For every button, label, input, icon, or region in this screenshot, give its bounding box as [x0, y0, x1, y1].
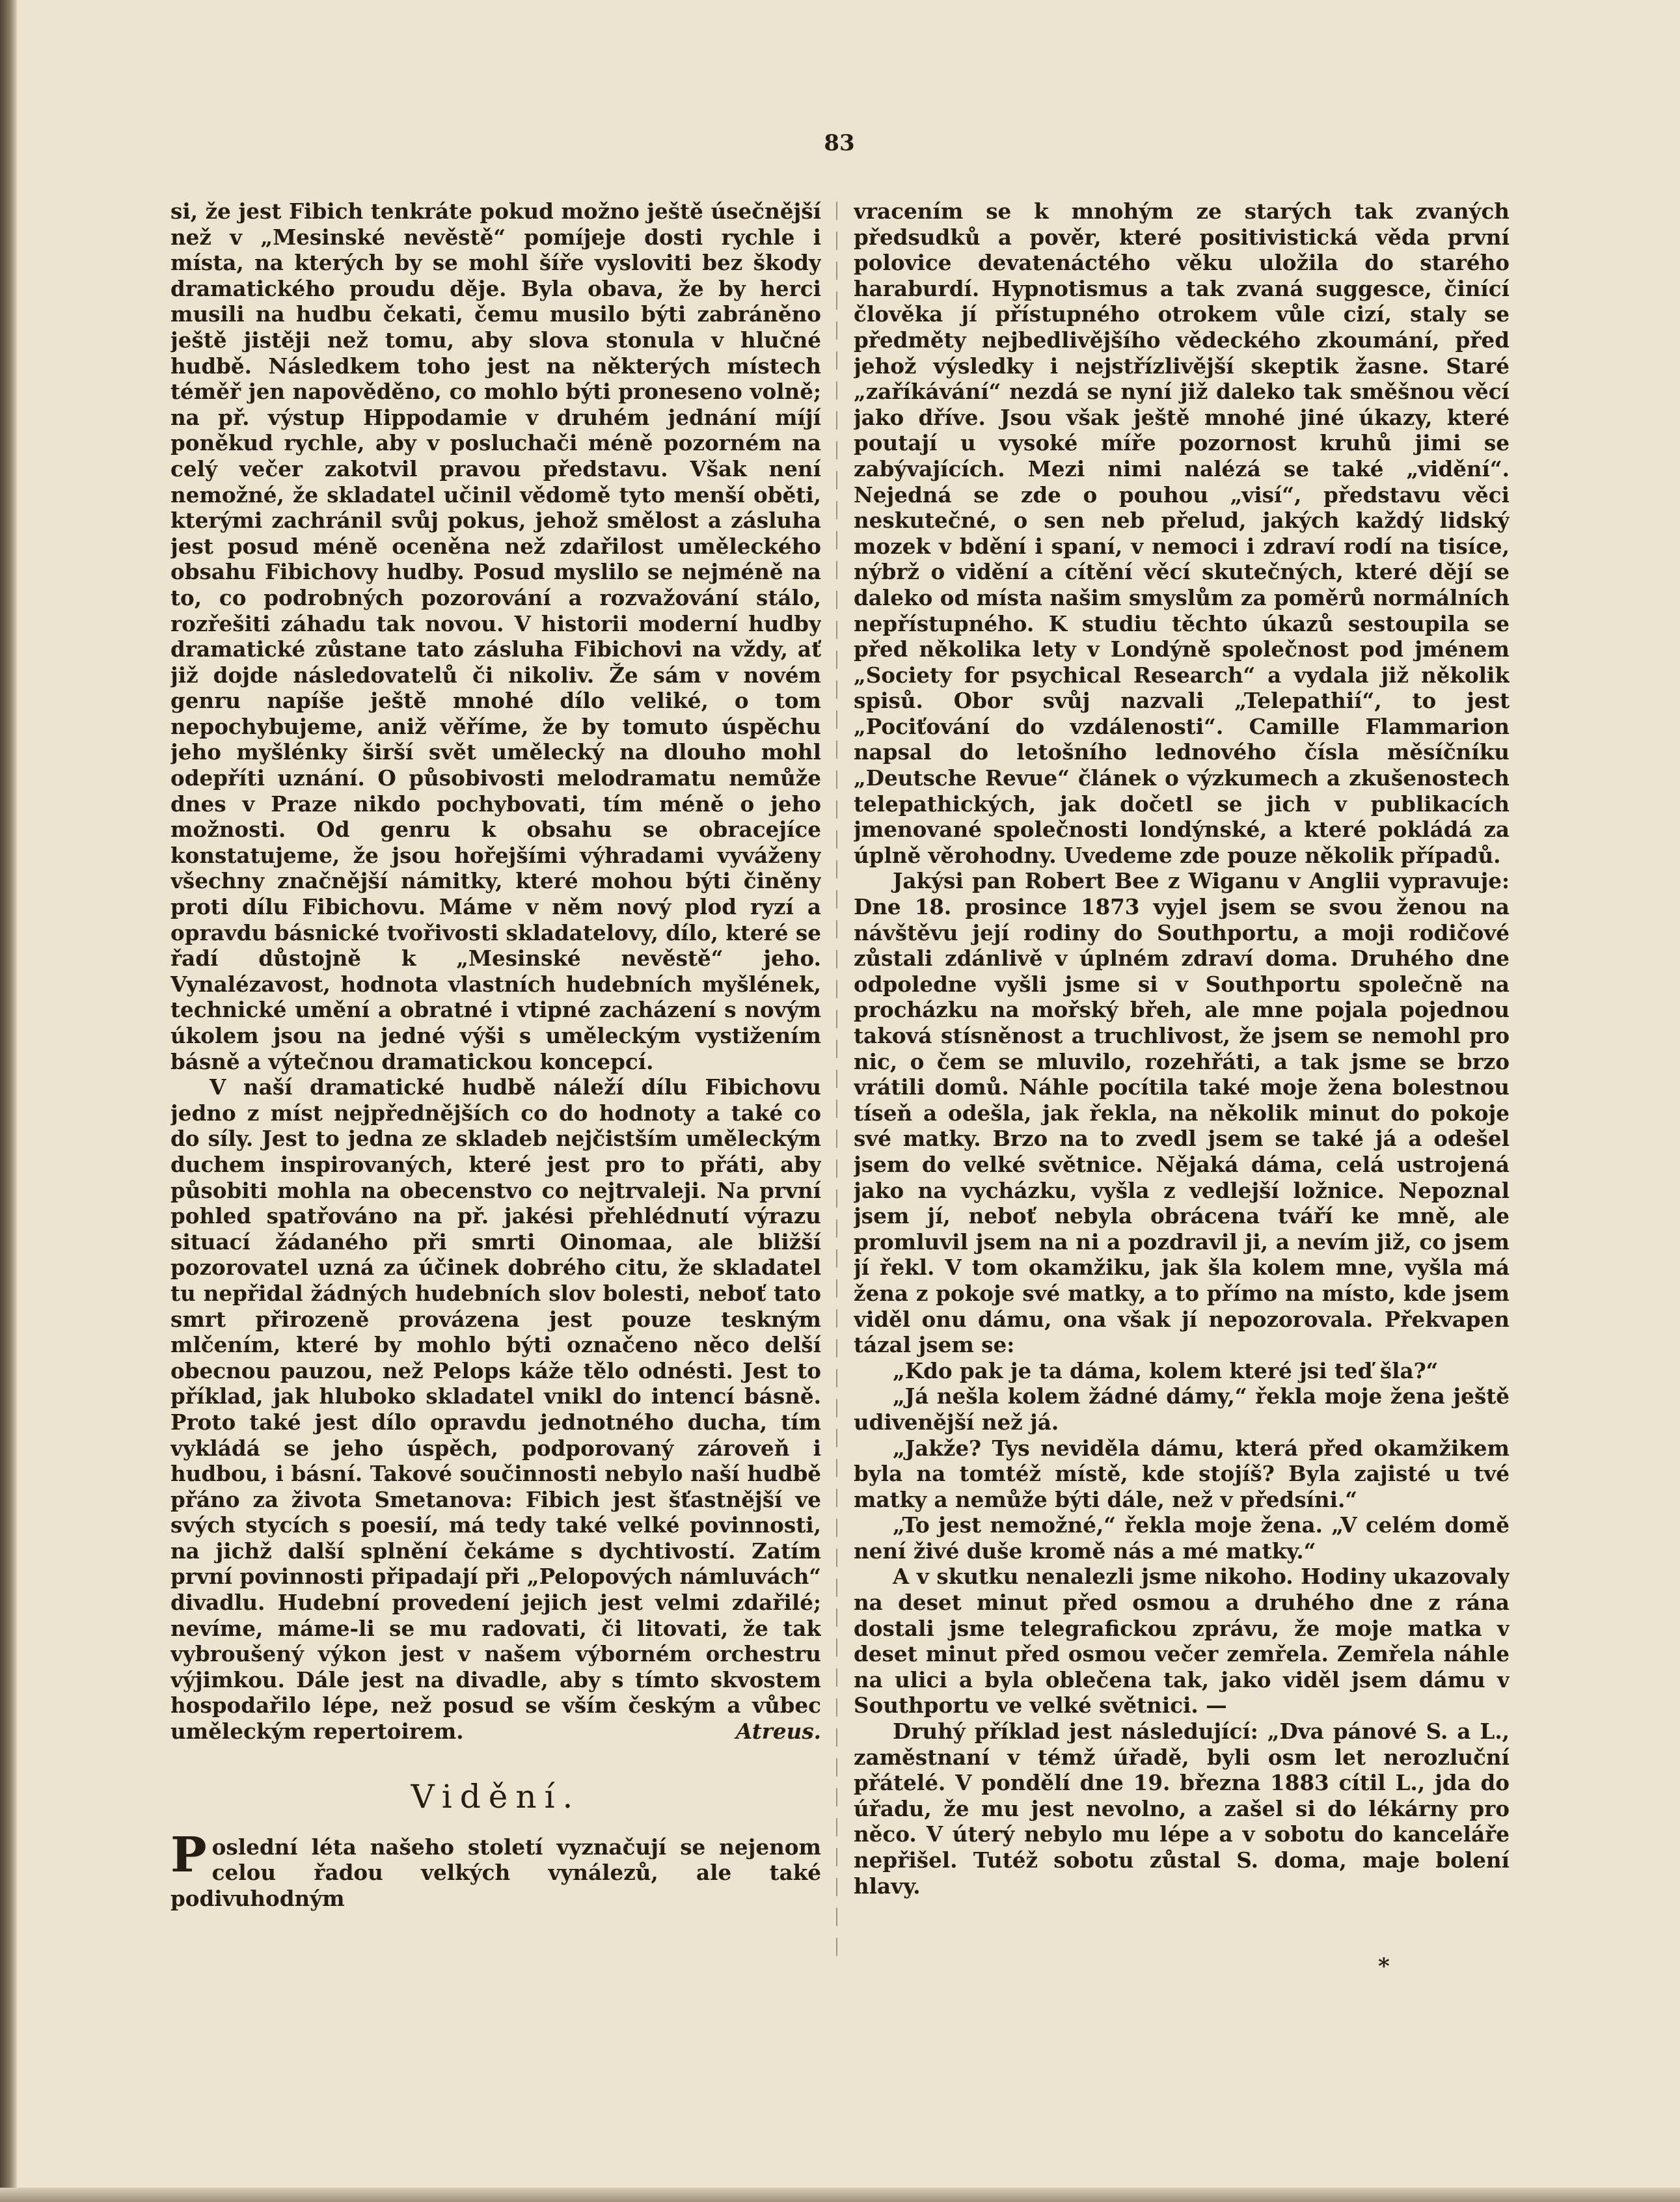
paragraph: V naší dramatické hudbě náleží dílu Fibichovu jedno z míst nejpřednějších co do hodnoty a také co do síly. Jest to jedna ze skladeb nejčistším uměleckým duchem inspirovaných, které jest pro to přáti, aby působiti mohla na obecenstvo co nejtrvaleji. Na první pohled spatřováno na př. jakési přehlédnutí výrazu situací žádaného při smrti Oinomaa, ale bližší pozorovatel uzná za účinek dobrého citu, že skladatel tu nepřidal žádných hudebních slov bolesti, neboť tato smrt přirozeně provázena jest pouze teskným mlčením, které by mohlo býti označeno něco delší obecnou pauzou, než Pelops káže tělo odnésti. Jest to příklad, jak hluboko skladatel vnikl do intencí básně. Proto také jest dílo opravdu jednotného ducha, tím vykládá se jeho úspěch, podporovaný zároveň i hudbou, i básní. Takové součinnosti nebylo naší hudbě přáno za života Smetanova: Fibich jest šťastnější ve svých stycích s poesií, má tedy také velké povinnosti, na jichž další splnění čekáme s dychtivostí. Zatím první povinnosti připadají při „Pelopových námluvách“ divadlu. Hudební provedení jejich jest velmi zdařilé; nevíme, máme-li se mu radovati, či litovati, že tak vybroušený výkon jest v našem výborném orchestru výjimkou. Dále jest na divadle, aby s tímto skvostem hospodařilo lépe, než posud se vším českým a vůbec uměleckým repertoirem.	[170, 1074, 821, 1745]
page-bottom-edge	[0, 2188, 1680, 2202]
paragraph: si, že jest Fibich tenkráte pokud možno ještě úsečnější než v „Mesinské nevěstě“ pomíjeje dosti rychle i místa, na kterých by se mohl šíře vysloviti bez škody dramatického proudu děje. Byla obava, že by herci musili na hudbu čekati, čemu musilo býti zabráněno ještě jistěji než tomu, aby slova stonula v hlučné hudbě. Následkem toho jest na některých místech téměř jen napověděno, co mohlo býti proneseno volně; na př. výstup Hippodamie v druhém jednání míjí poněkud rychle, aby v posluchači méně pozorném na celý večer zakotvil pravou představu. Však není nemožné, že skladatel učinil vědomě tyto menší oběti, kterými zachránil svůj pokus, jehož smělost a zásluha jest posud méně oceněna než zdařilost uměleckého obsahu Fibichovy hudby. Posud myslilo se nejméně na to, co podrobných pozorování a rozvažování stálo, rozřešiti záhadu tak novou. V historii moderní hudby dramatické zůstane tato zásluha Fibichovi na vždy, ať již dojde následovatelů či nikoliv. Že sám v novém genru napíše ještě mnohé dílo veliké, o tom nepochybujeme, aniž věříme, že by tomuto úspěchu jeho myšlénky širší svět umělecký na dlouho mohl odepříti uznání. O působivosti melodramatu nemůže dnes v Praze nikdo pochybovati, tím méně o jeho možnosti. Od genru k obsahu se obracejíce konstatujeme, že jsou hořejšími výhradami vyváženy všechny značnější námitky, které mohou býti činěny proti dílu Fibichovu. Máme v něm nový plod ryzí a opravdu básnické tvořivosti skladatelovy, dílo, které se řadí důstojně k „Mesinské nevěstě“ jeho. Vynalézavost, hodnota vlastních hudebních myšlének, technické umění a obratné i vtipné zacházení s novým úkolem jsou na jedné výši s uměleckým vystižením básně a výtečnou dramatickou koncepcí.	[170, 198, 821, 1074]
page-number: 83	[824, 130, 855, 156]
author-signature: Atreus.	[735, 1719, 821, 1745]
dialogue-line: „To jest nemožné,“ řekla moje žena. „V celém domě není živé duše kromě nás a mé matky.“	[854, 1512, 1510, 1564]
paragraph: vracením se k mnohým ze starých tak zvaných předsudků a pověr, které positivistická věda první polovice devatenáctého věku uložila do starého haraburdí. Hypnotismus a tak zvaná suggesce, činící člověka jí přístupného otrokem vůle cizí, staly se předměty nejbedlivějšího vědeckého zkoumání, před jehož výsledky i nejstřízlivější skeptik žasne. Staré „zaříkávání“ nezdá se nyní již daleko tak směšnou věcí jako dříve. Jsou však ještě mnohé jiné úkazy, které poutají u vysoké míře pozornost kruhů jimi se zabývajících. Mezi nimi nalézá se také „vidění“. Nejedná se zde o pouhou „visí“, představu věci neskutečné, o sen neb přelud, jakých každý lidský mozek v bdění i spaní, v nemoci i zdraví rodí na tisíce, nýbrž o vidění a cítění věcí skutečných, které dějí se daleko od místa našim smyslům za poměrů normálních nepřístupného. K studiu těchto úkazů sestoupila se před několika lety v Londýně společnost pod jménem „Society for psychical Research“ a vydala již několik spisů. Obor svůj nazvali „Telepathií“, to jest „Pociťování do vzdálenosti“. Camille Flammarion napsal do letošního lednového čísla měsíčníku „Deutsche Revue“ článek o výzkumech a zkušenostech telepathických, jak dočetl se jich v publikacích jmenované společnosti londýnské, a které pokládá za úplně věrohodny. Uvedeme zde pouze několik případů.	[854, 198, 1510, 868]
dialogue-line: „Kdo pak je ta dáma, kolem které jsi teď šla?“	[893, 1357, 1439, 1383]
book-gutter-shadow	[0, 0, 17, 2202]
left-column	[170, 198, 821, 2033]
footer-asterisk: *	[1378, 1953, 1390, 1979]
dropcap-letter: P	[170, 1827, 207, 1883]
section-heading: Vidění.	[411, 1777, 581, 1815]
section-intro-text: oslední léta našeho století vyznačují se nejenom celou řadou velkých vynálezů, ale také podivuhodným	[170, 1834, 821, 1911]
paragraph: Jakýsi pan Robert Bee z Wiganu v Anglii vypravuje: Dne 18. prosince 1873 vyjel jsem se svou ženou na návštěvu její rodiny do Southportu, a moji rodičové zůstali zdánlivě v úplném zdraví doma. Druhého dne odpoledne vyšli jsme si v Southportu společně na procházku na mořský břeh, ale mne pojala pojednou taková stísněnost a truchlivost, že jsem se nemohl pro nic, o čem se mluvilo, rozehřáti, a tak jsme se brzo vrátili domů. Náhle pocítila také moje žena bolestnou tíseň a odešla, jak řekla, na několik minut do pokoje své matky. Brzo na to zvedl jsem se také já a odešel jsem do velké světnice. Nějaká dáma, celá ustrojená jako na vycházku, vyšla z vedlejší ložnice. Nepoznal jsem jí, neboť nebyla obrácena tváří ke mně, ale promluvil jsem na ni a pozdravil ji, a nevím již, co jsem jí řekl. V tom okamžiku, jak šla kolem mne, vyšla má žena z pokoje své matky, a to přímo na místo, kde jsem viděl onu dámu, ona však jí nepozorovala. Překvapen tázal jsem se:	[854, 868, 1510, 1358]
paragraph: A v skutku nenalezli jsme nikoho. Hodiny ukazovaly na deset minut před osmou a druhého dne z rána dostali jsme telegrafickou zprávu, že moje matka v deset minut před osmou večer zemřela. Zemřela náhle na ulici a byla oblečena tak, jako viděl jsem dámu v Southportu ve velké světnici. —	[854, 1564, 1510, 1719]
dialogue-line: „Já nešla kolem žádné dámy,“ řekla moje žena ještě udivenější než já.	[854, 1383, 1510, 1435]
section-intro-paragraph	[170, 1827, 821, 1912]
right-column	[854, 198, 1510, 2033]
dialogue-line: „Jakže? Tys neviděla dámu, která před okamžikem byla na tomtéž místě, kde stojíš? Byla zajisté u tvé matky a nemůže býti dále, než v předsíni.“	[854, 1435, 1510, 1512]
paragraph: Druhý příklad jest následující: „Dva pánové S. a L., zaměstnaní v témž úřadě, byli osm let nerozluční přátelé. V pondělí dne 19. března 1883 cítil L., jda do úřadu, že mu jest nevolno, a zašel si do lékárny pro něco. V úterý nebylo mu lépe a v sobotu do kanceláře nepřišel. Tutéž sobotu zůstal S. doma, maje bolení hlavy.	[854, 1719, 1510, 1899]
column-divider	[836, 202, 837, 1959]
